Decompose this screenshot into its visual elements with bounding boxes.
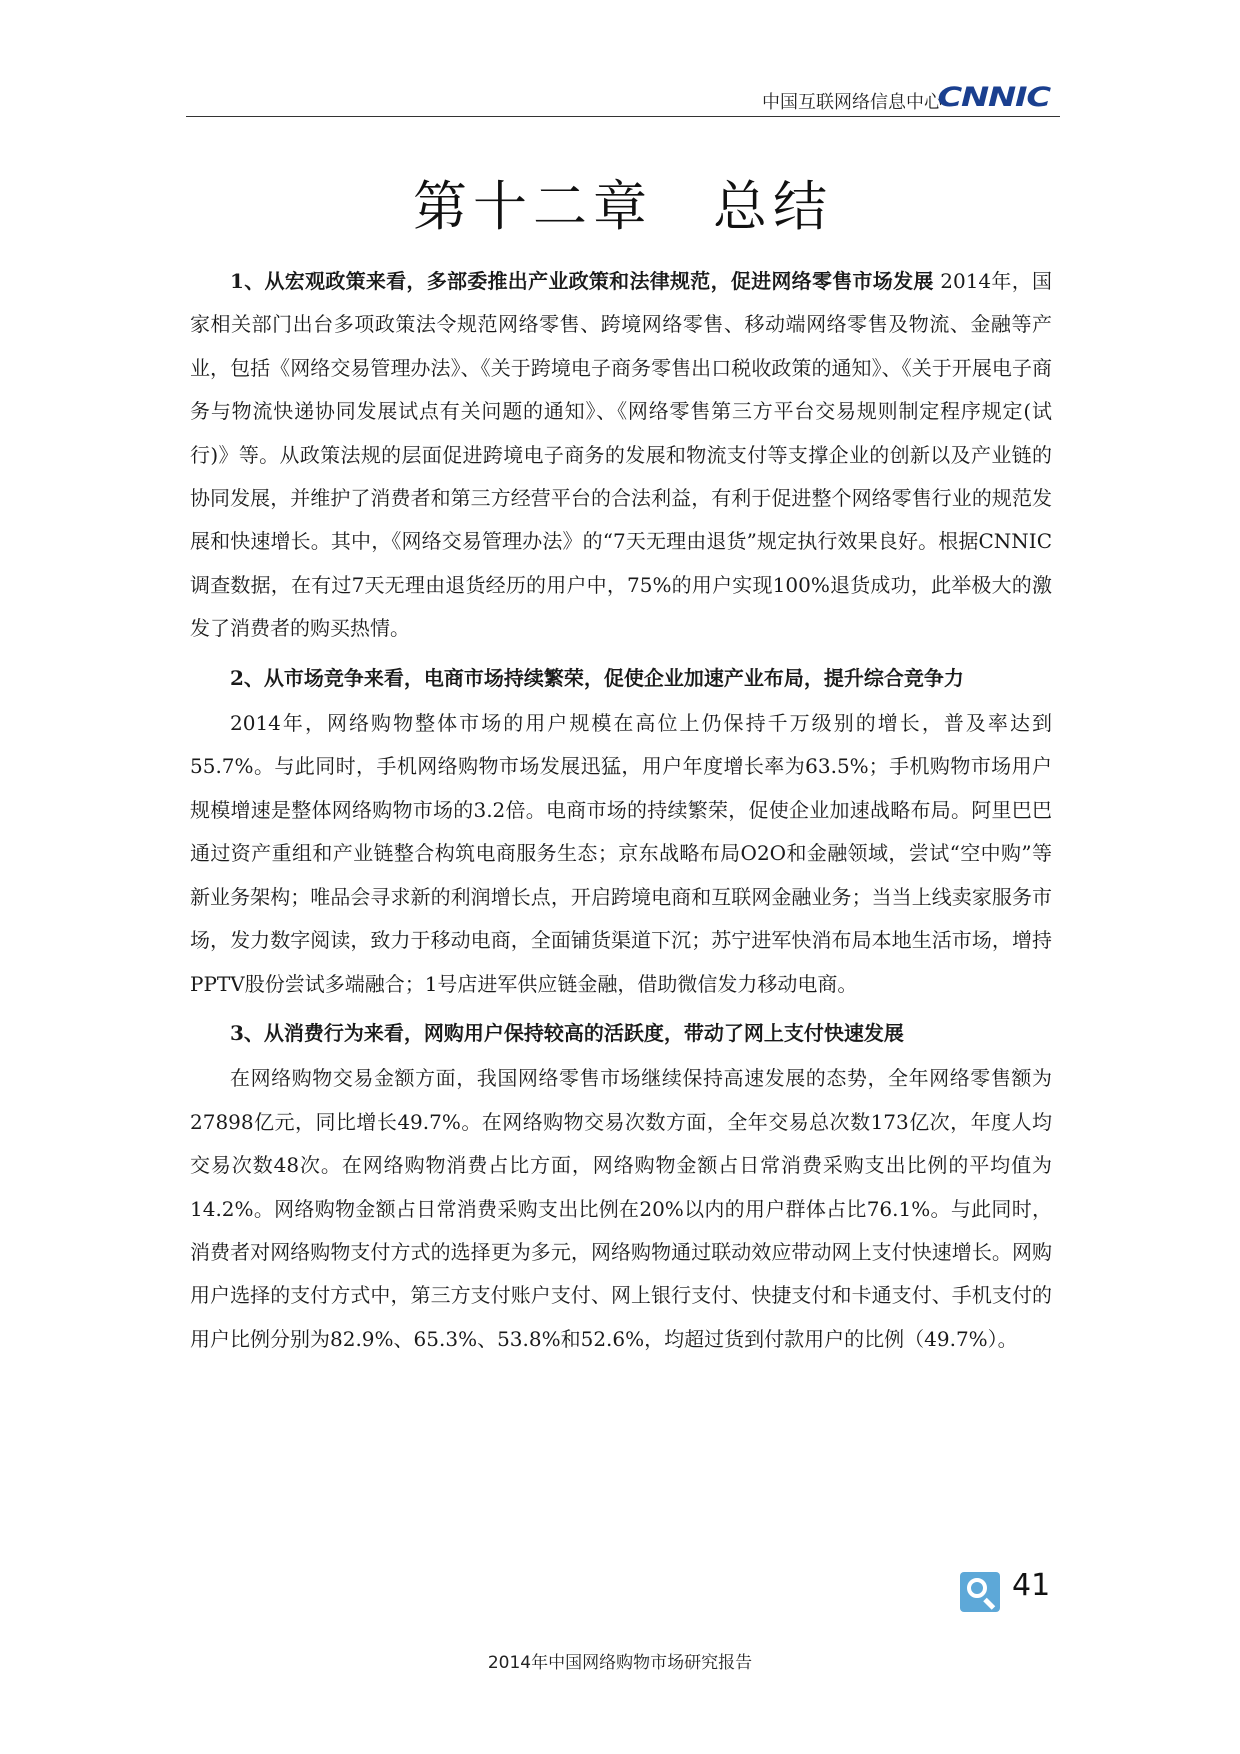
- cnnic-logo: CNNIC: [937, 82, 1050, 113]
- section-3-heading: 3、从消费行为来看，网购用户保持较高的活跃度，带动了网上支付快速发展: [230, 1020, 904, 1045]
- page-header: [186, 78, 1060, 117]
- section-2-heading: 2、从市场竞争来看，电商市场持续繁荣，促使企业加速产业布局，提升综合竞争力: [230, 665, 964, 690]
- page-footer: 2014年中国网络购物市场研究报告: [487, 1653, 753, 1673]
- section-2-body: 2014年，网络购物整体市场的用户规模在高位上仍保持千万级别的增长，普及率达到55.7%。与此同时，手机网络购物市场发展迅猛，用户年度增长率为63.5%；手机购物市场用户规模增速是整体网络购物市场的3.2倍。电商市场的持续繁荣，促使企业加速战略布局。阿里巴巴通过资产重组和产业链整合构筑电商服务生态；京东战略布局O2O和金融领域，尝试“空中购”等新业务架构；唯品会寻求新的利润增长点，开启跨境电商和互联网金融业务；当当上线卖家服务市场，发力数字阅读，致力于移动电商，全面铺货渠道下沉；苏宁进军快消布局本地生活市场，增持PPTV股份尝试多端融合；1号店进军供应链金融，借助微信发力移动电商。: [190, 711, 1052, 996]
- main-content: [190, 260, 1052, 1361]
- header-org-name: 中国互联网络信息中心: [762, 92, 942, 113]
- section-1-paragraph: [190, 260, 1052, 651]
- section-1-body: 2014年，国家相关部门出台多项政策法令规范网络零售、跨境网络零售、移动端网络零售及物流、金融等产业，包括《网络交易管理办法》、《关于跨境电子商务零售出口税收政策的通知》、《关于开展电子商务与物流快递协同发展试点有关问题的通知》、《网络零售第三方平台交易规则制定程序规定(试行)》等。从政策法规的层面促进跨境电子商务的发展和物流支付等支撑企业的创新以及产业链的协同发展，并维护了消费者和第三方经营平台的合法利益，有利于促进整个网络零售行业的规范发展和快速增长。其中，《网络交易管理办法》的“7天无理由退货”规定执行效果良好。根据CNNIC调查数据，在有过7天无理由退货经历的用户中，75%的用户实现100%退货成功，此举极大的激发了消费者的购买热情。: [190, 269, 1052, 641]
- section-1-heading: 1、从宏观政策来看，多部委推出产业政策和法律规范，促进网络零售市场发展: [230, 269, 934, 293]
- page-number: 41: [1012, 1568, 1051, 1603]
- magnifier-icon: [960, 1572, 1000, 1612]
- chapter-title: 第十二章 总结: [413, 175, 833, 238]
- section-3-body: 在网络购物交易金额方面，我国网络零售市场继续保持高速发展的态势，全年网络零售额为27898亿元，同比增长49.7%。在网络购物交易次数方面，全年交易总次数173亿次，年度人均交易次数48次。在网络购物消费占比方面，网络购物金额占日常消费采购支出比例的平均值为14.2%。网络购物金额占日常消费采购支出比例在20%以内的用户群体占比76.1%。与此同时，消费者对网络购物支付方式的选择更为多元，网络购物通过联动效应带动网上支付快速增长。网购用户选择的支付方式中，第三方支付账户支付、网上银行支付、快捷支付和卡通支付、手机支付的用户比例分别为82.9%、65.3%、53.8%和52.6%，均超过货到付款用户的比例（49.7%）。: [190, 1066, 1052, 1351]
